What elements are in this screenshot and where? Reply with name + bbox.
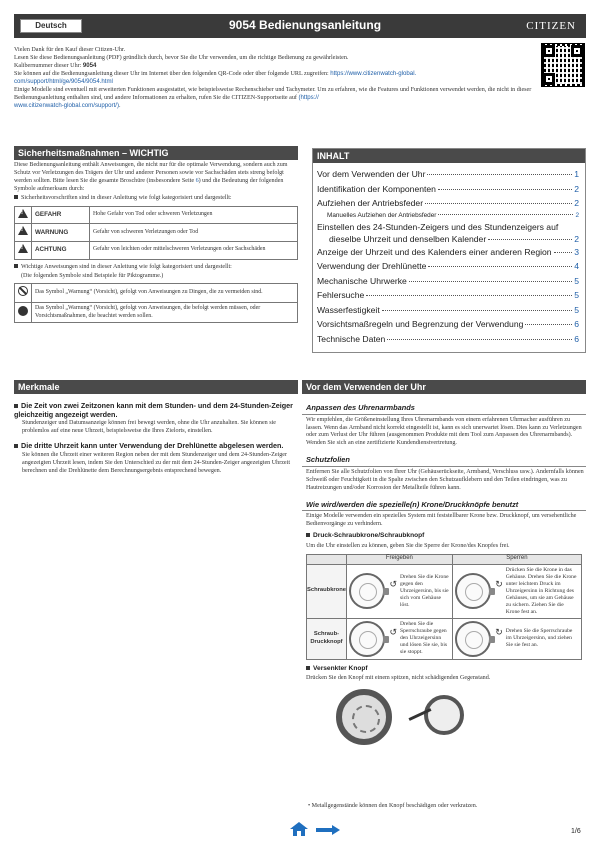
feature-text: Stundenzeiger und Datumsanzeige können frei bewegt werden, ohne die Uhr anzuhalten. Sie können sie problemlos auf eine neue Uhrzeit, beispielsweise die Ihres Zielorts, einstellen. <box>22 420 276 435</box>
intro-url-text: Sie können auf die Bedienungsanleitung dieser Uhr im Internet über den folgenden QR-Code oder über folgende URL zugreifen: <box>14 71 331 78</box>
home-icon[interactable] <box>290 822 308 836</box>
caliber-number: 9054 <box>82 62 97 70</box>
toc-page-link[interactable]: 6 <box>574 319 579 329</box>
safety-section <box>14 162 298 323</box>
paragraph: Einige Modelle verwenden ein spezielles System mit feststellbarer Krone bzw. Druckknopf, um versehentliche Bedienvorgänge zu verhindern. <box>306 513 577 528</box>
toc-item[interactable] <box>317 317 579 332</box>
watch-button-illustration: ↻ <box>455 621 491 657</box>
toc-subitem[interactable] <box>317 211 579 221</box>
document-title: 9054 Bedienungsanleitung <box>229 18 382 32</box>
merkmale-heading: Merkmale <box>14 380 298 394</box>
toc-item-label: Einstellen des 24-Stunden-Zeigers und des Stundenzeigers auf <box>317 221 559 232</box>
toc-page-link[interactable]: 2 <box>575 211 579 219</box>
toc-item-label: Vorsichtsmaßregeln und Begrenzung der Verwendung <box>317 319 524 329</box>
toc-page-link[interactable]: 2 <box>574 233 579 244</box>
metal-note: • Metallgegenstände können den Knopf beschädigen oder verkratzen. <box>308 803 478 809</box>
table-row <box>15 284 298 303</box>
toc-page-link[interactable]: 1 <box>574 169 579 179</box>
toc-item-label: Mechanische Uhrwerke <box>317 275 407 286</box>
recessed-heading-text: Versenkter Knopf <box>313 664 368 672</box>
watch-case-illustration <box>336 689 392 745</box>
intro-line <box>14 78 534 86</box>
toc-page-link[interactable]: 5 <box>574 290 579 300</box>
vor-heading: Vor dem Verwenden der Uhr <box>302 380 586 394</box>
mandatory-icon <box>18 306 28 316</box>
table-row <box>15 206 298 224</box>
warning-triangle-icon <box>18 244 28 253</box>
toc-page-link[interactable]: 3 <box>574 246 579 257</box>
hazard-table <box>14 206 298 260</box>
paragraph: Drücken Sie den Knopf mit einem spitzen, nicht schädigenden Gegenstand. <box>306 675 491 682</box>
caliber-label: Kalibernummer dieser Uhr: <box>14 63 83 70</box>
subsection-heading: Anpassen des Uhrenarmbands <box>302 400 586 415</box>
toc-item[interactable] <box>317 182 579 197</box>
warning-triangle-icon <box>18 226 28 235</box>
hazard-text: Hohe Gefahr von Tod oder schweren Verletzungen <box>90 206 298 224</box>
features-section <box>14 396 298 476</box>
toc-page-link[interactable]: 2 <box>574 183 579 194</box>
paragraph: Um die Uhr einstellen zu können, geben Sie die Sperre der Krone/des Knopfes frei. <box>306 542 510 549</box>
manual-url-link-cont[interactable]: com/support/html/ge/9054/9054.html <box>14 78 113 86</box>
toc-item-label-cont: dieselbe Uhrzeit und denselben Kalender <box>329 233 487 244</box>
support-url-link[interactable]: (https:// <box>298 94 319 102</box>
toc-item-label: Verwendung der Drehlünette <box>317 261 427 271</box>
prohibited-icon <box>18 286 28 296</box>
safety-heading: Sicherheitsmaßnahmen – WICHTIG <box>14 146 298 160</box>
lock-text: Drücken Sie die Krone in das Gehäuse. Drehen Sie die Krone unter leichtem Druck im Uhrzeigersinn in Richtung des Gehäuses, um sie am Gehäuse zu sichern. Ziehen Sie die Krone fest an. <box>505 566 577 615</box>
intro-line: Vielen Dank für den Kauf dieser Citizen-Uhr. <box>14 47 126 53</box>
symbol-text: Das Symbol „Warnung“ (Vorsicht), gefolgt von Anweisungen zu Dingen, die zu vermeiden sind. <box>32 284 298 303</box>
paragraph: Wir empfehlen, die Größeneinstellung Ihres Uhrenarmbands von einem erfahrenen Uhrmacher ausführen zu lassen. Wenn das Armband nicht korrekt eingestellt ist, kann es sich unerwartet lösen. Dies kann zu Verletzungen oder zum Verlust der Uhr führen (ausgenommen Produkte mit dem Tool zum Anpassen des Uhrenarmbands). Wenden Sie sich an eine zertifizierte Kundendienstvertretung. <box>306 416 582 447</box>
table-row <box>15 241 298 259</box>
safety-bullet <box>14 264 298 272</box>
column-header-release: Freigeben <box>346 554 452 564</box>
button-press-illustration <box>424 695 464 735</box>
subsection-heading: Wie wird/werden die spezielle(n) Krone/Druckknöpfe benutzt <box>302 497 586 512</box>
toc-page-link[interactable]: 2 <box>574 198 579 208</box>
toc-item-label: Wasserfestigkeit <box>317 304 380 315</box>
toc-page-link[interactable]: 5 <box>574 275 579 286</box>
column-header-lock: Sperren <box>452 554 581 564</box>
table-header-empty <box>307 554 347 564</box>
table-row <box>307 618 582 659</box>
feature-heading <box>14 442 298 451</box>
before-use-section <box>302 396 586 749</box>
safety-note: (Die folgenden Symbole sind Beispiele für Piktogramme.) <box>21 272 164 279</box>
toc-page-link[interactable]: 6 <box>574 333 579 344</box>
next-page-arrow-icon[interactable] <box>316 825 340 835</box>
toc-item-label: Vor dem Verwenden der Uhr <box>317 169 426 179</box>
toc-item-label: Anzeige der Uhrzeit und des Kalenders einer anderen Region <box>317 246 552 257</box>
table-row <box>15 224 298 242</box>
caliber-line <box>14 62 534 70</box>
toc-page-link[interactable]: 4 <box>574 261 579 271</box>
release-text: Drehen Sie die Sperrschraube gegen den Uhrzeigersinn und lösen Sie sie, bis sie stoppt. <box>399 621 448 656</box>
crown-heading-text: Druck-Schraubkrone/Schraubknopf <box>313 532 425 540</box>
feature-heading-text: Die Zeit von zwei Zeitzonen kann mit dem Stunden- und dem 24-Stunden-Zeiger gleichzeitig angezeigt werden. <box>14 401 293 419</box>
warning-triangle-icon <box>18 209 28 218</box>
safety-text: Diese Bedienungsanleitung enthält Anweisungen, die nicht nur für die optimale Verwendung, sondern auch zum Schutz vor Verletzungen des Trägers der Uhr und anderer Personen sowie vor Sachschäden stets streng befolgt werden sollten. Bitte lesen Sie die gesamte Broschüre (insbesondere Seite <box>14 162 288 184</box>
hazard-label: ACHTUNG <box>32 241 90 259</box>
manual-url-link[interactable]: https://www.citizenwatch-global. <box>330 70 417 78</box>
toc-item[interactable] <box>317 332 579 347</box>
intro-line: Lesen Sie diese Bedienungsanleitung (PDF) gründlich durch, bevor Sie die Uhr verwenden, um die richtige Bedienung zu gewährleisten. <box>14 55 349 62</box>
support-url-link-cont[interactable]: www.citizenwatch-global.com/support/) <box>14 102 119 110</box>
table-row <box>15 303 298 323</box>
toc-item[interactable] <box>317 274 579 289</box>
toc-item[interactable] <box>317 167 579 182</box>
hazard-label: GEFAHR <box>32 206 90 224</box>
watch-crown-illustration: ↻ <box>455 573 491 609</box>
safety-text-end: ) und die Bedeutung der folgenden Symbole aufmerksam durch: <box>14 177 284 192</box>
hazard-label: WARNUNG <box>32 224 90 242</box>
intro-line <box>14 86 534 102</box>
toc-page-link[interactable]: 5 <box>574 304 579 315</box>
intro-period: . <box>119 103 121 110</box>
qr-code-icon[interactable] <box>541 43 585 87</box>
recessed-button-heading <box>306 665 586 674</box>
hazard-text: Gefahr von schweren Verletzungen oder Tod <box>90 224 298 242</box>
crown-heading <box>306 532 586 541</box>
watch-button-illustration: ↺ <box>349 621 385 657</box>
paragraph: Entfernen Sie alle Schutzfolien von Ihrer Uhr (Gehäuserückseite, Armband, Verschluss usw.). Andernfalls können Schweiß oder Feuchtigkeit in die Spalte zwischen den Schutzaufklebern und den Teilen eindringen, was zu Hautreizungen und/oder Korrosion der Metallteile führen kann. <box>306 468 584 491</box>
row-header: Schraub-Druckknopf <box>307 618 347 659</box>
safety-bullet <box>14 195 298 203</box>
toc-item-label: Technische Daten <box>317 333 386 344</box>
watch-crown-illustration: ↺ <box>349 573 385 609</box>
recessed-button-illustrations <box>306 687 586 749</box>
row-header: Schraubkrone <box>307 564 347 618</box>
toc-item[interactable] <box>317 303 579 318</box>
subsection-heading: Schutzfolien <box>302 452 586 467</box>
intro-line <box>14 102 534 110</box>
table-row <box>307 564 582 618</box>
toc-item-label: Manuelles Aufziehen der Antriebsfeder <box>327 211 437 219</box>
toc-item-label: Fehlersuche <box>317 290 365 300</box>
symbol-table <box>14 283 298 323</box>
intro-line <box>14 70 534 78</box>
intro-text <box>14 46 534 110</box>
crown-table <box>306 554 582 660</box>
toc-item[interactable] <box>317 245 579 260</box>
toc-item-label: Identifikation der Komponenten <box>317 183 436 194</box>
hazard-text: Gefahr von leichten oder mittelschweren Verletzungen oder Sachschäden <box>90 241 298 259</box>
table-of-contents <box>312 148 586 353</box>
release-text: Drehen Sie die Krone gegen den Uhrzeigersinn, bis sie sich vom Gehäuse löst. <box>399 573 449 608</box>
page-6-link[interactable]: 6 <box>195 177 199 184</box>
brand-logo: CITIZEN <box>526 20 576 32</box>
toc-item[interactable] <box>317 259 579 274</box>
feature-text: Sie können die Uhrzeit einer weiteren Region neben der mit dem Stundenzeiger und dem 24-Stunden-Zeiger angezeigten Uhrzeit lesen, indem Sie den Unterschied zu der mit dem 24-Stunden-Zeiger angezeigten Uhrzeit berechnen und die Drehlünette dem Berechnungsergebnis entsprechend bewegen. <box>22 451 291 474</box>
language-button[interactable]: Deutsch <box>20 19 82 33</box>
toc-item[interactable] <box>317 196 579 211</box>
feature-heading <box>14 402 298 419</box>
page-number: 1/6 <box>571 828 581 835</box>
lock-text: Drehen Sie die Sperrschraube im Uhrzeigersinn, und ziehen Sie sie fest an. <box>505 628 573 649</box>
safety-intro <box>14 162 298 194</box>
intro-support-text: Einige Modelle sind eventuell mit erweiterten Funktionen ausgestattet, wie beispielsweise Rechenschieber und Tachymeter. Um zu erfahren, wie die Features und Funktionen verwendet werden, die nicht in dieser Bedienungsanleitung enthalten sind, und andere Informationen zu erhalten, rufen Sie die CITIZEN-Supportseite auf <box>14 87 532 102</box>
feature-heading-text: Die dritte Uhrzeit kann unter Verwendung der Drehlünette abgelesen werden. <box>21 441 284 451</box>
toc-item-label: Aufziehen der Antriebsfeder <box>317 198 424 208</box>
toc-item[interactable] <box>317 221 579 245</box>
header-bar <box>14 14 586 38</box>
symbol-text: Das Symbol „Warnung“ (Vorsicht), gefolgt von Anweisungen, die befolgt werden müssen, oder Vorsichtsmaßnahmen, die beachtet werden sollen. <box>32 303 298 323</box>
toc-heading: INHALT <box>313 149 585 163</box>
bullet-text: Sicherheitsvorschriften sind in dieser Anleitung wie folgt kategorisiert und dargestellt: <box>21 194 232 201</box>
bullet-text: Wichtige Anweisungen sind in dieser Anleitung wie folgt kategorisiert und dargestellt: <box>21 263 232 270</box>
toc-item[interactable] <box>317 288 579 303</box>
